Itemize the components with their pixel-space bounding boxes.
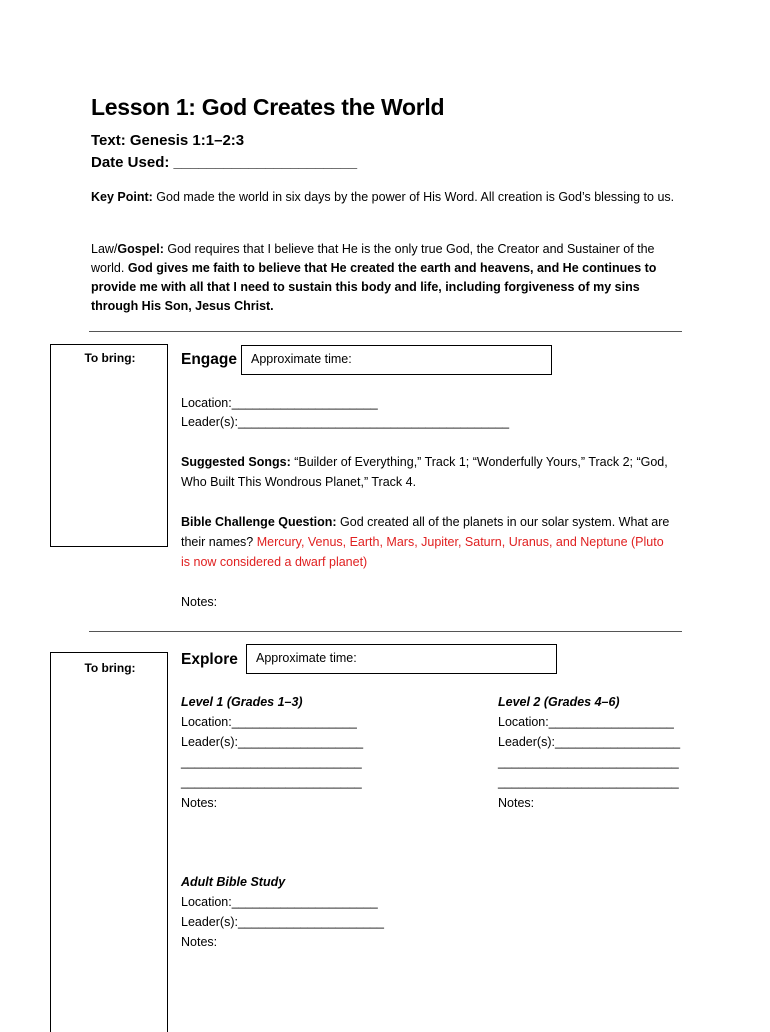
level-1-location-field[interactable]: Location:__________________ [181, 715, 357, 729]
to-bring-label: To bring: [84, 661, 136, 675]
to-bring-label: To bring: [84, 351, 136, 365]
section-divider [89, 331, 682, 332]
approx-time-label: Approximate time: [251, 352, 352, 366]
level-1-blank-line[interactable]: __________________________ [181, 755, 362, 769]
bible-challenge-answer-cont: is now considered a dwarf planet) [181, 555, 368, 569]
bible-challenge-question-cont: their names? [181, 535, 257, 549]
page-title: Lesson 1: God Creates the World [91, 94, 445, 120]
law-gospel [91, 240, 681, 316]
level-2-blank-line[interactable]: __________________________ [498, 755, 679, 769]
level-1-blank-line[interactable]: __________________________ [181, 775, 362, 789]
key-point-label: Key Point: [91, 190, 153, 204]
date-used-field[interactable]: Date Used: ______________________ [91, 154, 358, 171]
explore-heading: Explore [181, 651, 238, 668]
adult-notes-label: Notes: [181, 935, 218, 949]
engage-heading: Engage [181, 351, 237, 368]
section-divider [89, 631, 682, 632]
engage-location-field[interactable]: Location:_____________________ [181, 396, 378, 410]
engage-leaders-field[interactable]: Leader(s):_______________________________________ [181, 415, 510, 429]
explore-approx-time-field[interactable] [246, 644, 557, 674]
bible-challenge-answer: Mercury, Venus, Earth, Mars, Jupiter, Saturn, Uranus, and Neptune (Pluto [256, 535, 664, 549]
engage-to-bring-box[interactable] [50, 344, 168, 547]
suggested-songs-text: “Builder of Everything,” Track 1; “Wonderfully Yours,” Track 2; “God, [290, 455, 668, 469]
level-1-leaders-field[interactable]: Leader(s):__________________ [181, 735, 364, 749]
suggested-songs-line-1 [181, 455, 668, 469]
approx-time-label: Approximate time: [256, 651, 357, 665]
level-2-notes-label: Notes: [498, 796, 535, 810]
law-label: Law/ [91, 242, 118, 256]
bible-challenge-label: Bible Challenge Question: [181, 515, 337, 529]
adult-bible-study-title: Adult Bible Study [181, 875, 286, 889]
explore-to-bring-box[interactable] [50, 652, 168, 1032]
level-1-notes-label: Notes: [181, 796, 218, 810]
level-2-blank-line[interactable]: __________________________ [498, 775, 679, 789]
gospel-text: God gives me faith to believe that He created the earth and heavens, and He continues to provide me with all that I need to sustain this body and life, including forgiveness of my sins through His Son, Jesus Christ. [91, 261, 657, 313]
scripture-text: Text: Genesis 1:1–2:3 [91, 132, 245, 149]
level-2-title: Level 2 (Grades 4–6) [498, 695, 620, 709]
suggested-songs-label: Suggested Songs: [181, 455, 291, 469]
level-2-location-field[interactable]: Location:__________________ [498, 715, 674, 729]
level-1-title: Level 1 (Grades 1–3) [181, 695, 303, 709]
bible-challenge-line-1 [181, 515, 669, 529]
law-text: God requires that I believe that He is the only true God, the Creator and Sustainer of the world. [91, 242, 655, 275]
bible-challenge-question: God created all of the planets in our solar system. What are [336, 515, 670, 529]
key-point [91, 188, 681, 207]
adult-leaders-field[interactable]: Leader(s):_____________________ [181, 915, 384, 929]
engage-notes-label: Notes: [181, 595, 218, 609]
adult-location-field[interactable]: Location:_____________________ [181, 895, 378, 909]
bible-challenge-line-2 [181, 535, 664, 549]
key-point-text: God made the world in six days by the power of His Word. All creation is God’s blessing to us. [152, 190, 675, 204]
gospel-label: Gospel: [117, 242, 164, 256]
engage-approx-time-field[interactable] [241, 345, 552, 375]
suggested-songs-line-2: Who Built This Wondrous Planet,” Track 4. [181, 475, 417, 489]
level-2-leaders-field[interactable]: Leader(s):__________________ [498, 735, 681, 749]
